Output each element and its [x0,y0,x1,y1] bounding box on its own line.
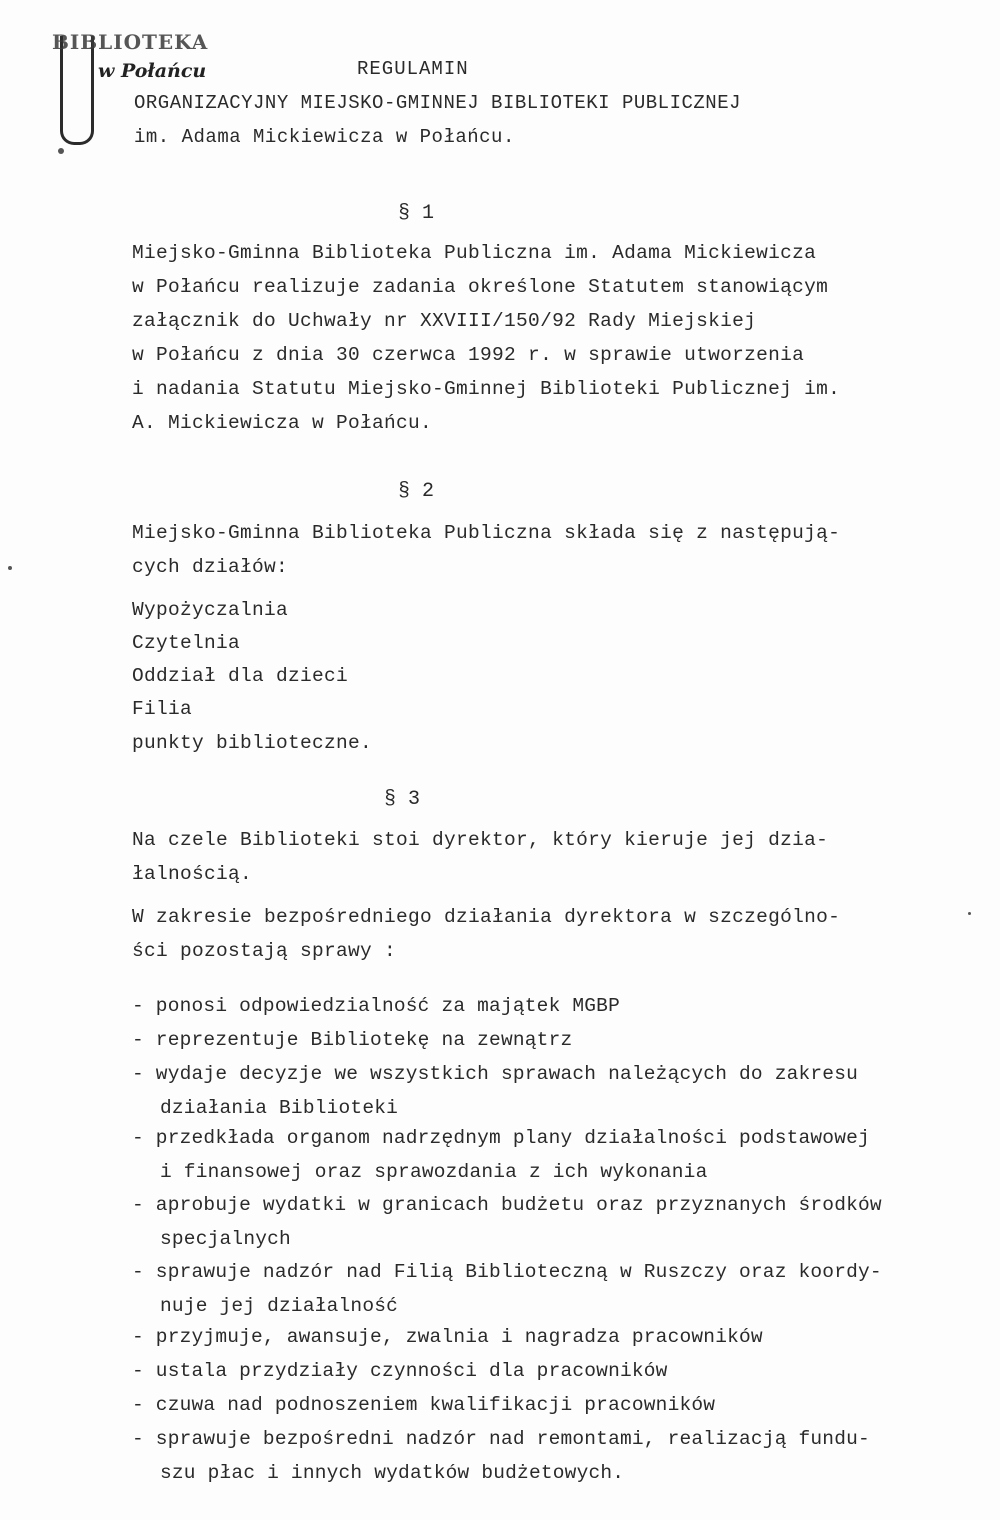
duty-item: - reprezentuje Bibliotekę na zewnątrz [132,1029,573,1051]
duty-item-continuation: i finansowej oraz sprawozdania z ich wykonania [160,1161,708,1183]
stamp-line-1: BIBLIOTEKA [52,30,209,54]
section-1-line: w Połańcu realizuje zadania określone Statutem stanowiącym [132,276,829,298]
department-item: Czytelnia [132,632,241,654]
duty-item: - przedkłada organom nadrzędnym plany działalności podstawowej [132,1127,870,1149]
document-subtitle-line-2: im. Adama Mickiewicza w Połańcu. [134,126,515,148]
section-1-mark: § 1 [398,202,435,225]
section-3-line: łalnością. [132,863,253,885]
duty-item: - ustala przydziały czynności dla pracowników [132,1360,668,1382]
duty-item: - sprawuje nadzór nad Filią Biblioteczną w Ruszczy oraz koordy- [132,1261,882,1283]
section-1-line: A. Mickiewicza w Połańcu. [132,412,433,434]
department-item: punkty biblioteczne. [132,732,373,754]
duty-item-continuation: działania Biblioteki [160,1097,399,1119]
department-item: Wypożyczalnia [132,599,289,621]
section-3-line: W zakresie bezpośredniego działania dyrektora w szczególno- [132,906,841,928]
duty-item-continuation: specjalnych [160,1228,291,1250]
section-3-line: Na czele Biblioteki stoi dyrektor, który kieruje jej dzia- [132,829,829,851]
section-1-line: w Połańcu z dnia 30 czerwca 1992 r. w sprawie utworzenia [132,344,805,366]
section-1-line: załącznik do Uchwały nr XXVIII/150/92 Rady Miejskiej [132,310,757,332]
section-1-line: Miejsko-Gminna Biblioteka Publiczna im. Adama Mickiewicza [132,242,817,264]
section-2-line: Miejsko-Gminna Biblioteka Publiczna składa się z następują- [132,522,841,544]
duty-item-continuation: szu płac i innych wydatków budżetowych. [160,1462,625,1484]
section-2-line: cych działów: [132,556,289,578]
duty-item: - przyjmuje, awansuje, zwalnia i nagradza pracowników [132,1326,763,1348]
document-title: REGULAMIN [357,58,469,80]
stamp-line-2: w Połańcu [98,60,207,82]
duty-item: - aprobuje wydatki w granicach budżetu oraz przyznanych środków [132,1194,882,1216]
duty-item: - sprawuje bezpośredni nadzór nad remontami, realizacją fundu- [132,1428,870,1450]
duty-item: - wydaje decyzje we wszystkich sprawach należących do zakresu [132,1063,859,1085]
document-subtitle-line-1: ORGANIZACYJNY MIEJSKO-GMINNEJ BIBLIOTEKI PUBLICZNEJ [134,92,741,114]
section-1-line: i nadania Statutu Miejsko-Gminnej Biblioteki Publicznej im. [132,378,841,400]
department-item: Filia [132,698,193,720]
library-stamp [52,22,282,102]
department-item: Oddział dla dzieci [132,665,349,687]
section-2-mark: § 2 [398,480,435,503]
duty-item: - czuwa nad podnoszeniem kwalifikacji pracowników [132,1394,716,1416]
scan-speck [8,566,12,570]
section-3-line: ści pozostają sprawy : [132,940,397,962]
duty-item-continuation: nuje jej działalność [160,1295,399,1317]
scan-speck [58,148,64,154]
duty-item: - ponosi odpowiedzialność za majątek MGBP [132,995,620,1017]
scan-speck [968,912,971,915]
section-3-mark: § 3 [384,788,421,811]
